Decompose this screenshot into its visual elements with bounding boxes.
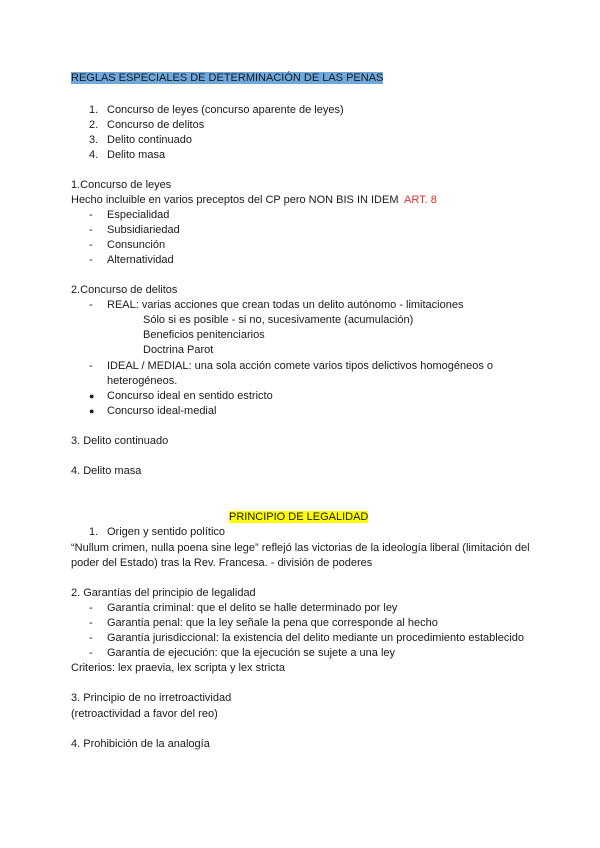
list-item: Garantía jurisdiccional: la existencia del delito mediante un procedimiento establecido (107, 632, 525, 644)
concurso-ideal: IDEAL / MEDIAL: una sola acción comete varios tipos delictivos homogéneos o (107, 360, 494, 372)
concurso-delitos-heading: 2.Concurso de delitos (71, 284, 178, 296)
list-item: Alternatividad (107, 254, 174, 266)
list-item: Garantía criminal: que el delito se halle determinado por ley (107, 602, 398, 614)
quote-text: “Nullum crimen, nulla poena sine lege” reflejó las victorias de la ideología liberal (limitación del (71, 542, 530, 554)
dash-marker: - (89, 360, 93, 372)
delito-masa-heading: 4. Delito masa (71, 465, 142, 477)
article-reference: ART. 8 (404, 194, 437, 206)
list-item: Consunción (107, 239, 166, 251)
section2-title: PRINCIPIO DE LEGALIDAD (229, 511, 369, 523)
list-item-text: Delito continuado (107, 134, 193, 146)
concurso-leyes-intro: Hecho incluible en varios preceptos del CP pero NON BIS IN IDEM ART. 8 (71, 194, 437, 206)
concurso-leyes-heading: 1.Concurso de leyes (71, 179, 172, 191)
section1-title: REGLAS ESPECIALES DE DETERMINACIÓN DE LAS PENAS (71, 72, 384, 84)
list-item-text: Concurso de delitos (107, 119, 205, 131)
sub-item: Doctrina Parot (143, 344, 214, 356)
list-item: 4. (89, 149, 99, 161)
list-item: 1. (89, 104, 99, 116)
quote-text-cont: poder del Estado) tras la Rev. Francesa. - división de poderes (71, 557, 373, 569)
irretroactividad-note: (retroactividad a favor del reo) (71, 708, 218, 720)
bullet-marker: ● (89, 391, 95, 401)
criterios-text: Criterios: lex praevia, lex scripta y lex stricta (71, 662, 285, 674)
sub-item: Beneficios penitenciarios (143, 329, 265, 341)
dash-marker: - (89, 647, 93, 659)
analogia-heading: 4. Prohibición de la analogía (71, 738, 210, 750)
list-item: 2. (89, 119, 99, 131)
dash-marker: - (89, 224, 93, 236)
dash-marker: - (89, 602, 93, 614)
dash-marker: - (89, 299, 93, 311)
list-item: Concurso ideal en sentido estricto (107, 390, 273, 402)
list-item: 1. (89, 526, 99, 538)
garantias-heading: 2. Garantías del principio de legalidad (71, 587, 256, 599)
list-item: Garantía de ejecución: que la ejecución se sujete a una ley (107, 647, 396, 659)
list-item: Especialidad (107, 209, 170, 221)
list-item-text: Delito masa (107, 149, 166, 161)
dash-marker: - (89, 617, 93, 629)
dash-marker: - (89, 209, 93, 221)
dash-marker: - (89, 632, 93, 644)
list-item-text: Concurso de leyes (concurso aparente de leyes) (107, 104, 344, 116)
sub-item: Sólo si es posible - si no, sucesivamente (acumulación) (143, 314, 414, 326)
list-item-text: Origen y sentido político (107, 526, 226, 538)
list-item: 3. (89, 134, 99, 146)
list-item: Garantía penal: que la ley señale la pena que corresponde al hecho (107, 617, 438, 629)
concurso-real: REAL: varias acciones que crean todas un delito autónomo - limitaciones (107, 299, 464, 311)
concurso-ideal-cont: heterogéneos. (107, 375, 178, 387)
bullet-marker: ● (89, 406, 95, 416)
dash-marker: - (89, 239, 93, 251)
irretroactividad-heading: 3. Principio de no irretroactividad (71, 692, 232, 704)
list-item: Concurso ideal-medial (107, 405, 217, 417)
list-item: Subsidiariedad (107, 224, 180, 236)
delito-continuado-heading: 3. Delito continuado (71, 435, 169, 447)
dash-marker: - (89, 254, 93, 266)
